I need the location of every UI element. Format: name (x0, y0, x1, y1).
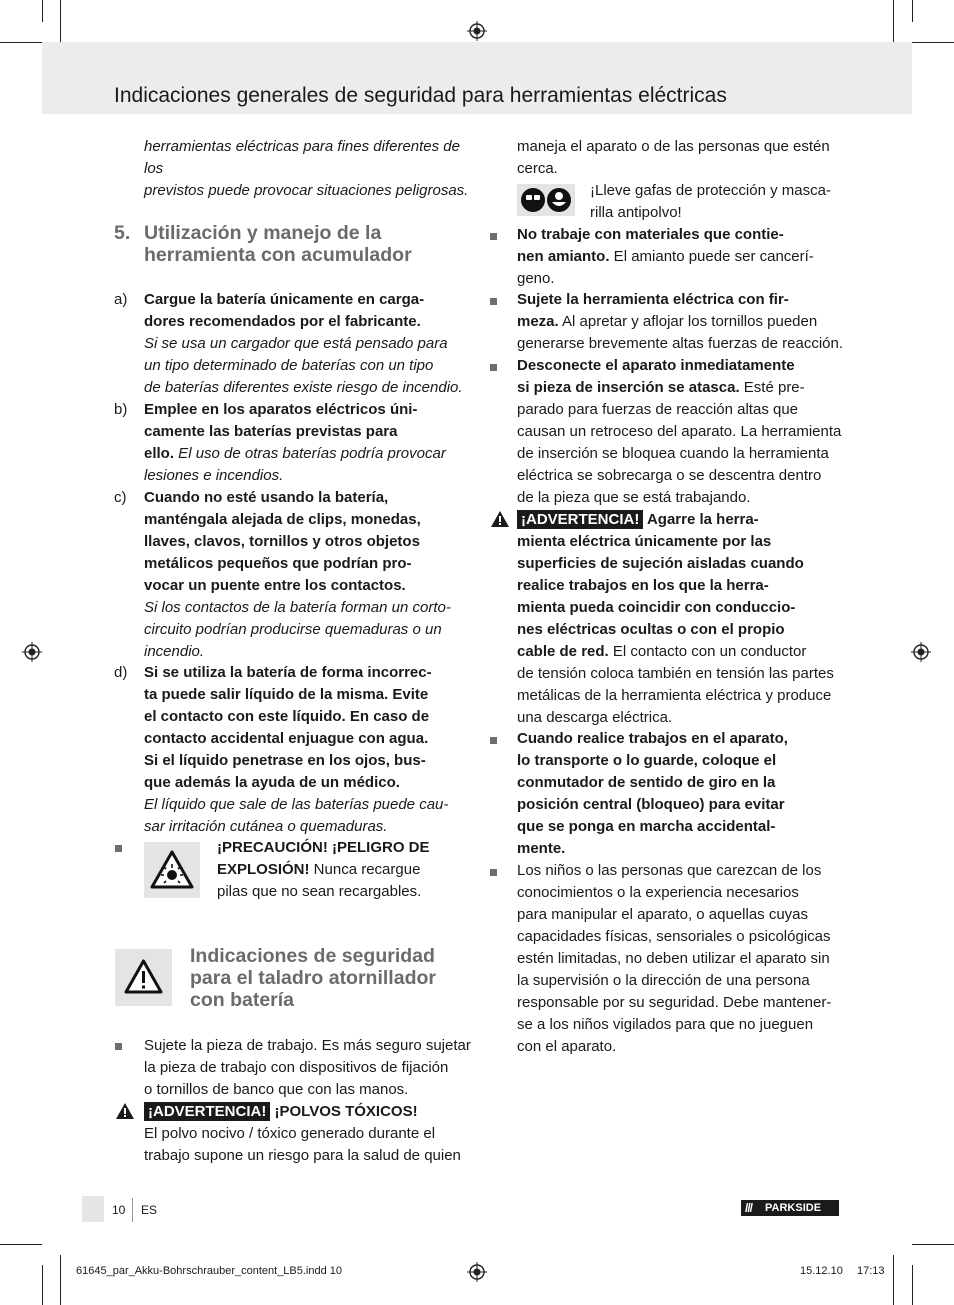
text-line: parado para fuerzas de reacción altas que (517, 401, 799, 418)
bullet (115, 845, 122, 852)
explosion-text-line: pilas que no sean recargables. (217, 883, 422, 900)
bold-line: Cuando realice trabajos en el aparato, (517, 730, 788, 747)
intro-line: previstos puede provocar situaciones peligrosas. (144, 182, 469, 199)
jam-text (517, 355, 847, 509)
goggles-line: ¡Lleve gafas de protección y masca- (590, 182, 831, 199)
bullet (490, 737, 497, 744)
grip-warning (517, 509, 847, 729)
item-bold-line: contacto accidental enjuague con agua. (144, 730, 429, 747)
brand-logo (741, 1200, 839, 1216)
item-bold-line: Si el líquido penetrase en los ojos, bus- (144, 752, 426, 769)
firmly-text (517, 289, 847, 355)
registration-mark-icon (467, 1262, 487, 1282)
text-tail: El amianto puede ser cancerí- (609, 248, 814, 265)
goggles-and-dust-mask-icon (517, 184, 575, 216)
item-italic-line: lesiones e incendios. (144, 467, 284, 484)
print-date: 15.12.10 (800, 1265, 843, 1277)
warning-triangle-icon (115, 1102, 135, 1120)
continuation-line: cerca. (517, 160, 558, 177)
crop-mark (60, 0, 61, 48)
item-bold-line: llaves, clavos, tornillos y otros objetos (144, 533, 420, 550)
warning-badge: ¡ADVERTENCIA! (144, 1102, 270, 1121)
section-title-line: con batería (190, 989, 295, 1011)
children-text (517, 860, 847, 1058)
section-title-line: para el taladro atornillador (190, 967, 436, 989)
page-title: Indicaciones generales de seguridad para herramientas eléctricas (114, 84, 727, 107)
bullet (490, 869, 497, 876)
item-label: c) (114, 489, 127, 506)
text-line: causan un retroceso del aparato. La herramienta (517, 423, 842, 440)
item-bold-line: vocar un puente entre los contactos. (144, 577, 406, 594)
bold-line: realice trabajos en los que la herra- (517, 577, 769, 594)
print-time: 17:13 (857, 1265, 885, 1277)
item-italic-line: circuito podrían producirse quemaduras o un (144, 621, 442, 638)
warning-triangle-icon (115, 949, 172, 1006)
crop-mark (893, 0, 894, 48)
text-line: metálicas de la herramienta eléctrica y produce (517, 687, 832, 704)
text-tail: Esté pre- (739, 379, 805, 396)
bold-line: lo transporte o lo guarde, coloque el (517, 752, 777, 769)
bold-line: superficies de sujeción aisladas cuando (517, 555, 804, 572)
item-italic-line: de baterías diferentes existe riesgo de incendio. (144, 379, 463, 396)
section-title-line: Utilización y manejo de la (144, 222, 382, 244)
item-italic-line: incendio. (144, 643, 205, 660)
item-bold-line: dores recomendados por el fabricante. (144, 313, 421, 330)
bullet (490, 298, 497, 305)
item-d (144, 662, 479, 838)
explosion-heading: ¡PRECAUCIÓN! ¡PELIGRO DE (217, 839, 430, 856)
item-italic-line: Si se usa un cargador que está pensado para (144, 335, 448, 352)
crop-mark (42, 0, 43, 22)
item-bold-line: Cuando no esté usando la batería, (144, 489, 389, 506)
bold-line: mienta pueda coincidir con conduccio- (517, 599, 796, 616)
dust-warning (144, 1101, 484, 1167)
item-italic-tail: El uso de otras baterías podría provocar (174, 445, 446, 462)
explosion-heading: EXPLOSIÓN! (217, 861, 310, 878)
warning-icon-box (115, 949, 172, 1006)
bold-line: conmutador de sentido de giro en la (517, 774, 776, 791)
item-bold-line: ta puede salir líquido de la misma. Evite (144, 686, 429, 703)
continuation-text (517, 136, 847, 180)
item-c (144, 487, 479, 663)
registration-mark-icon (911, 642, 931, 662)
bold-line: cable de red. (517, 643, 609, 660)
goggles-icon-box (517, 184, 575, 216)
item-label: a) (114, 291, 128, 308)
item-bold-line: que además la ayuda de un médico. (144, 774, 400, 791)
item-italic-line: un tipo determinado de baterías con un tipo (144, 357, 434, 374)
brand-name: PARKSIDE (765, 1202, 822, 1214)
explosion-text (217, 837, 477, 903)
bold-line: Agarre la herra- (643, 511, 759, 528)
crop-mark (0, 1244, 42, 1245)
dust-warning-line: trabajo supone un riesgo para la salud de quien (144, 1147, 461, 1164)
explosion-text-tail: Nunca recargue (309, 861, 421, 878)
warning-badge: ¡ADVERTENCIA! (517, 510, 643, 529)
text-line: para manipular el aparato, o aquellas cuyas (517, 906, 809, 923)
text-line: una descarga eléctrica. (517, 709, 673, 726)
bullet (490, 364, 497, 371)
bold-line: meza. (517, 313, 559, 330)
bold-line: nen amianto. (517, 248, 610, 265)
item-bold-line: manténgala alejada de clips, monedas, (144, 511, 421, 528)
text-line: generarse brevemente altas fuerzas de reacción. (517, 335, 844, 352)
text-line: se a los niños vigilados para que no jueguen (517, 1016, 814, 1033)
text-line: Los niños o las personas que carezcan de los (517, 862, 822, 879)
bold-line: mente. (517, 840, 566, 857)
item-b (144, 399, 479, 487)
crop-mark (912, 1244, 954, 1245)
section-title-line: herramienta con acumulador (144, 244, 412, 266)
intro-text (144, 136, 474, 202)
bold-line: nes eléctricas ocultas o con el propio (517, 621, 785, 638)
central-position-text (517, 728, 847, 860)
item-a (144, 289, 479, 399)
registration-mark-icon (467, 21, 487, 41)
item-bold-line: Cargue la batería únicamente en carga- (144, 291, 425, 308)
text-line: geno. (517, 270, 555, 287)
text-line: de la pieza que se está trabajando. (517, 489, 751, 506)
item-bold-line: Emplee en los aparatos eléctricos úni- (144, 401, 418, 418)
text-tail: El contacto con un conductor (608, 643, 807, 660)
language-code: ES (141, 1203, 158, 1217)
clamp-line: Sujete la pieza de trabajo. Es más seguro sujetar (144, 1037, 471, 1054)
item-italic-line: El líquido que sale de las baterías puede cau- (144, 796, 449, 813)
bold-line: No trabaje con materiales que contie- (517, 226, 784, 243)
goggles-line: rilla antipolvo! (590, 204, 682, 221)
text-line: la supervisión o la dirección de una persona (517, 972, 810, 989)
crop-mark (893, 1255, 894, 1305)
section-title (144, 222, 474, 266)
crop-mark (912, 0, 913, 22)
crop-mark (60, 1255, 61, 1305)
footer-divider (132, 1198, 133, 1222)
section-title-line: Indicaciones de seguridad (190, 945, 435, 967)
bold-line: si pieza de inserción se atasca. (517, 379, 740, 396)
item-bold-line: ello. (144, 445, 175, 462)
bold-line: Sujete la herramienta eléctrica con fir- (517, 291, 789, 308)
crop-mark (912, 42, 954, 43)
file-name: 61645_par_Akku-Bohrschrauber_content_LB5.indd 10 (76, 1265, 343, 1277)
text-line: de inserción se bloquea cuando la herramienta (517, 445, 829, 462)
item-bold-line: camente las baterías previstas para (144, 423, 398, 440)
crop-mark (42, 1265, 43, 1305)
dust-warning-heading: ¡POLVOS TÓXICOS! (274, 1103, 418, 1120)
text-line: de tensión coloca también en tensión las partes (517, 665, 834, 682)
text-line: capacidades físicas, sensoriales o psicológicas (517, 928, 831, 945)
text-line: con el aparato. (517, 1038, 617, 1055)
warning-triangle-icon (490, 510, 510, 528)
text-line: eléctrica se sobrecarga o se descentra dentro (517, 467, 822, 484)
clamp-line: la pieza de trabajo con dispositivos de fijación (144, 1059, 449, 1076)
intro-line: herramientas eléctricas para fines diferentes de los (144, 138, 460, 177)
page-number: 10 (112, 1203, 126, 1217)
bullet (490, 233, 497, 240)
section-number: 5. (114, 222, 131, 244)
bold-line: Desconecte el aparato inmediatamente (517, 357, 795, 374)
item-italic-line: sar irritación cutánea o quemaduras. (144, 818, 388, 835)
item-italic-line: Si los contactos de la batería forman un corto- (144, 599, 451, 616)
bullet (115, 1043, 122, 1050)
logo-slashes: /// (745, 1201, 753, 1215)
text-line: responsable por su seguridad. Debe mantener- (517, 994, 832, 1011)
item-label: d) (114, 664, 128, 681)
bold-line: posición central (bloqueo) para evitar (517, 796, 785, 813)
dust-warning-line: El polvo nocivo / tóxico generado durante el (144, 1125, 436, 1142)
text-tail: Al apretar y aflojar los tornillos pueden (558, 313, 818, 330)
registration-mark-icon (22, 642, 42, 662)
bold-line: que se ponga en marcha accidental- (517, 818, 776, 835)
crop-mark (912, 1265, 913, 1305)
clamp-line: o tornillos de banco que con las manos. (144, 1081, 409, 1098)
item-bold-line: metálicos pequeños que podrían pro- (144, 555, 412, 572)
page-tab (82, 1196, 104, 1222)
continuation-line: maneja el aparato o de las personas que estén (517, 138, 830, 155)
goggles-text (590, 180, 850, 224)
explosion-icon-box (144, 842, 200, 898)
item-bold-line: Si se utiliza la batería de forma incorrec- (144, 664, 432, 681)
text-line: estén limitadas, no deben utilizar el aparato sin (517, 950, 830, 967)
asbestos-text (517, 224, 847, 290)
text-line: conocimientos o la experiencia necesarios (517, 884, 799, 901)
item-bold-line: el contacto con este líquido. En caso de (144, 708, 430, 725)
safety-section-title (190, 945, 490, 1011)
bold-line: mienta eléctrica únicamente por las (517, 533, 772, 550)
item-label: b) (114, 401, 128, 418)
clamp-text (144, 1035, 479, 1101)
crop-mark (0, 42, 42, 43)
explosion-hazard-icon (144, 842, 200, 898)
